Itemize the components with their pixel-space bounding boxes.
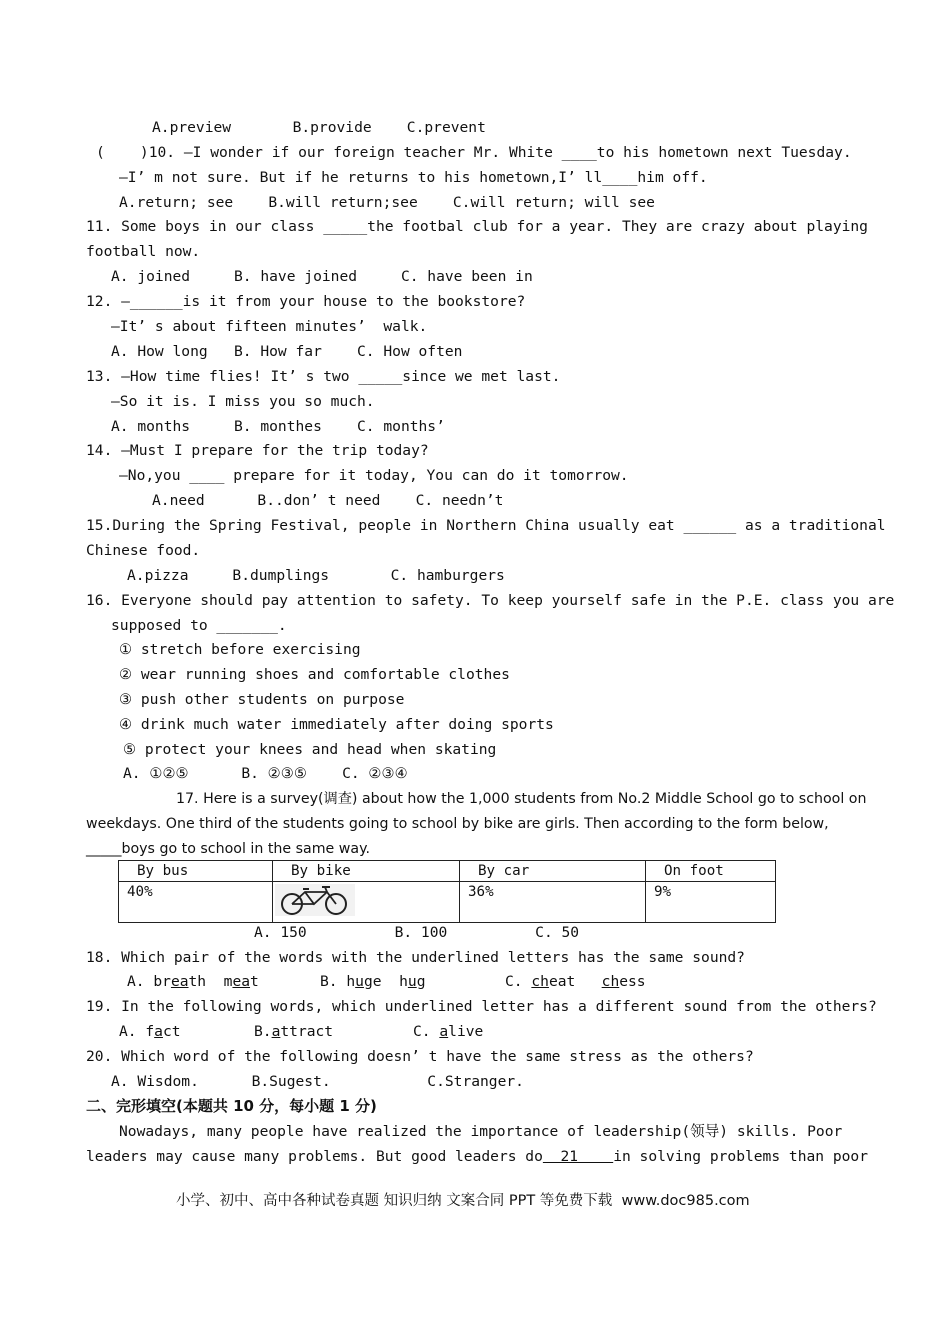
q12-reply: —It’ s about fifteen minutes’ walk. <box>111 318 428 335</box>
q10-options: A.return; see B.will return;see C.will return; will see <box>119 194 655 211</box>
q18-option-b <box>320 972 425 992</box>
q16-item-4: ④ drink much water immediately after doing sports <box>119 716 554 733</box>
underlined-letters: a <box>439 1023 449 1040</box>
table-cell: 40% <box>119 882 273 923</box>
text: ge h <box>363 973 408 990</box>
underlined-letters: ch <box>531 973 549 990</box>
text: ess <box>619 973 646 990</box>
q16-stem: 16. Everyone should pay attention to safety. To keep yourself safe in the P.E. class you are <box>86 592 895 609</box>
q19-option-b <box>254 1022 333 1042</box>
text: leaders may cause many problems. But good leaders do <box>86 1148 543 1165</box>
text: B. h <box>320 973 356 990</box>
blank-21: 21 <box>542 1148 614 1165</box>
q14-options: A.need B..don’ t need C. needn’t <box>152 492 504 509</box>
section-heading: 二、完形填空(本题共 10 分，每小题 1 分) <box>86 1097 377 1115</box>
underlined-letters: ea <box>170 973 189 990</box>
table-cell: 36% <box>460 882 646 923</box>
q9-options: A.preview B.provide C.prevent <box>152 119 486 136</box>
q10-reply: —I’ m not sure. But if he returns to his hometown,I’ ll____him off. <box>119 169 708 186</box>
q18-option-a <box>127 972 259 992</box>
underlined-letters: ea <box>232 973 251 990</box>
table-row <box>119 882 776 923</box>
q18-option-c <box>505 972 646 992</box>
q14-stem: 14. —Must I prepare for the trip today? <box>86 442 429 459</box>
underlined-letters: u <box>355 973 364 990</box>
text: g <box>416 973 426 990</box>
q16-item-3: ③ push other students on purpose <box>119 691 405 708</box>
table-header-row <box>119 861 776 882</box>
underlined-letters: a <box>271 1023 281 1040</box>
passage-line-2 <box>86 1147 868 1167</box>
q20-options: A. Wisdom. B.Sugest. C.Stranger. <box>111 1073 524 1090</box>
q19-option-a <box>119 1022 181 1042</box>
table-header-cell: By car <box>460 861 646 882</box>
q17-options: A. 150 B. 100 C. 50 <box>254 924 580 941</box>
footer-text: 小学、初中、高中各种试卷真题 知识归纳 文案合同 PPT 等免费下载 www.doc985.com <box>176 1193 750 1209</box>
text: A. f <box>119 1023 155 1040</box>
q16-item-2: ② wear running shoes and comfortable clothes <box>119 666 510 683</box>
q15-options: A.pizza B.dumplings C. hamburgers <box>127 567 505 584</box>
q11-stem: 11. Some boys in our class _____the footbal club for a year. They are crazy about playing <box>86 218 868 235</box>
q13-stem: 13. —How time flies! It’ s two _____since we met last. <box>86 368 561 385</box>
text: C. <box>413 1023 440 1040</box>
bicycle-icon <box>275 884 355 916</box>
q20-stem: 20. Which word of the following doesn’ t have the same stress as the others? <box>86 1048 754 1065</box>
text: t <box>250 973 259 990</box>
q16-options: A. ①②⑤ B. ②③⑤ C. ②③④ <box>123 765 408 782</box>
underlined-letters: a <box>154 1023 163 1040</box>
q16-item-1: ① stretch before exercising <box>119 641 361 658</box>
text: ttract <box>280 1023 334 1040</box>
q17-stem: 17. Here is a survey(调查) about how the 1,000 students from No.2 Middle School go to school on <box>176 791 867 807</box>
q11-stem-cont: football now. <box>86 243 201 260</box>
table-cell: 9% <box>646 882 776 923</box>
q15-stem-cont: Chinese food. <box>86 542 201 559</box>
q16-item-5: ⑤ protect your knees and head when skating <box>123 741 497 758</box>
text: ct <box>162 1023 181 1040</box>
q17-stem-cont: weekdays. One third of the students going to school by bike are girls. Then according to the form below, <box>86 816 829 832</box>
q13-reply: —So it is. I miss you so much. <box>111 393 375 410</box>
underlined-letters: ch <box>601 973 620 990</box>
q16-stem-cont: supposed to _______. <box>111 617 287 634</box>
text: eat <box>548 973 602 990</box>
underlined-letters: u <box>407 973 417 990</box>
q19-stem: 19. In the following words, which underlined letter has a different sound from the others? <box>86 998 877 1015</box>
q19-option-c <box>413 1022 483 1042</box>
q12-stem: 12. —______is it from your house to the bookstore? <box>86 293 526 310</box>
q15-stem: 15.During the Spring Festival, people in Northern China usually eat ______ as a traditional <box>86 517 886 534</box>
table-header-cell: By bike <box>273 861 460 882</box>
text: A. br <box>127 973 171 990</box>
passage-line-1: Nowadays, many people have realized the importance of leadership(领导) skills. Poor <box>119 1123 843 1140</box>
q10-stem: ( )10. —I wonder if our foreign teacher Mr. White ____to his hometown next Tuesday. <box>96 144 852 161</box>
text: live <box>448 1023 484 1040</box>
q13-options: A. months B. monthes C. months’ <box>111 418 445 435</box>
text: B. <box>254 1023 272 1040</box>
q18-stem: 18. Which pair of the words with the underlined letters has the same sound? <box>86 949 745 966</box>
text: C. <box>505 973 532 990</box>
table-header-cell: By bus <box>119 861 273 882</box>
survey-table <box>118 860 776 923</box>
text: in solving problems than poor <box>613 1148 868 1165</box>
q12-options: A. How long B. How far C. How often <box>111 343 463 360</box>
q11-options: A. joined B. have joined C. have been in <box>111 268 533 285</box>
table-cell-bike <box>273 882 460 923</box>
table-header-cell: On foot <box>646 861 776 882</box>
q17-stem-cont2: _____boys go to school in the same way. <box>86 841 370 857</box>
text: th m <box>188 973 233 990</box>
q14-reply: —No,you ____ prepare for it today, You can do it tomorrow. <box>119 467 629 484</box>
